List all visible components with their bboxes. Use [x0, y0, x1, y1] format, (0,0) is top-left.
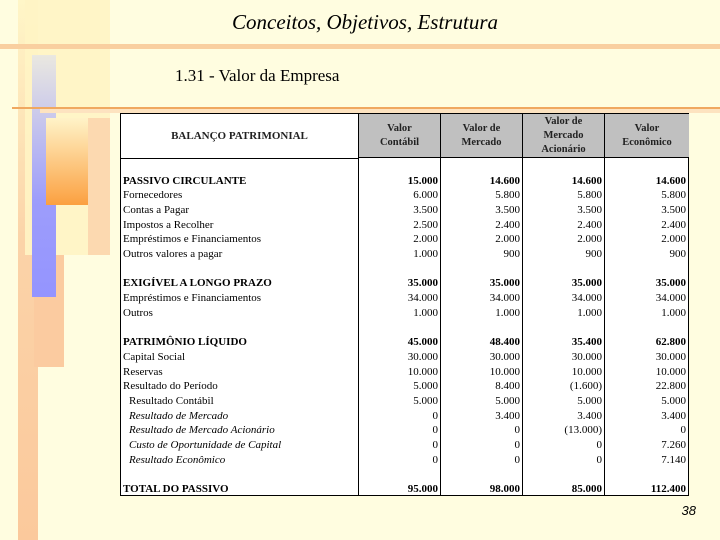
cell-value: 34.000	[571, 292, 602, 305]
row-label: TOTAL DO PASSIVO	[123, 483, 229, 496]
cell-value: 0	[596, 439, 602, 452]
cell-value: 35.400	[571, 336, 602, 349]
cell-value: 48.400	[489, 336, 520, 349]
table-row	[121, 365, 690, 380]
row-label: Fornecedores	[123, 189, 183, 202]
cell-value: 5.800	[495, 189, 520, 202]
row-label: Resultado de Mercado Acionário	[129, 424, 275, 437]
cell-value: 3.500	[495, 203, 520, 216]
row-label: Resultado de Mercado	[129, 409, 229, 422]
table-row	[121, 218, 690, 233]
cell-value: 3.400	[577, 409, 602, 422]
row-label: Outros valores a pagar	[123, 248, 223, 260]
cell-value: 5.000	[413, 380, 438, 393]
slide-title: Conceitos, Objetivos, Estrutura	[232, 10, 498, 34]
cell-value: 2.000	[577, 233, 602, 246]
cell-value: 900	[669, 248, 686, 260]
cell-value: 98.000	[489, 483, 520, 496]
cell-value: 3.400	[661, 409, 686, 422]
cell-value: 900	[585, 248, 602, 260]
cell-value: 1.000	[661, 306, 686, 319]
cell-value: (1.600)	[569, 380, 602, 393]
cell-value: 2.400	[577, 218, 602, 231]
cell-value: 2.400	[661, 218, 686, 231]
cell-value: 10.000	[489, 365, 520, 378]
header-valor-contabil: Valor Contábil	[359, 114, 440, 158]
table-row	[121, 453, 690, 468]
cell-value: 1.000	[495, 306, 520, 319]
page-number: 38	[681, 503, 696, 518]
cell-value: 2.000	[413, 233, 438, 246]
cell-value: 7.260	[661, 439, 686, 452]
row-label: Capital Social	[123, 350, 186, 363]
header-valor-economico: Valor Econômico	[605, 114, 689, 158]
decor-peach-block	[88, 118, 110, 255]
cell-value: 95.000	[407, 483, 438, 496]
cell-value: 14.600	[571, 174, 602, 187]
table-row	[121, 409, 690, 424]
cell-value: 34.000	[407, 292, 438, 305]
table-row	[121, 203, 690, 218]
cell-value: 35.000	[489, 277, 520, 290]
row-label: Contas a Pagar	[123, 203, 189, 216]
table-row	[121, 306, 690, 321]
table-row	[121, 394, 690, 409]
cell-value: 0	[432, 453, 438, 466]
table-row	[121, 379, 690, 394]
cell-value: 34.000	[489, 292, 520, 305]
cell-value: 14.600	[655, 174, 686, 187]
row-label: EXIGÍVEL A LONGO PRAZO	[123, 277, 272, 290]
cell-value: 30.000	[655, 350, 686, 363]
table-row	[121, 423, 690, 438]
cell-value: 5.000	[577, 395, 602, 407]
cell-value: 2.000	[661, 233, 686, 246]
balance-sheet-table	[120, 113, 689, 496]
row-label: Reservas	[123, 365, 163, 378]
cell-value: 900	[503, 248, 520, 260]
table-row	[121, 291, 690, 306]
cell-value: 2.000	[495, 233, 520, 246]
cell-value: 3.500	[577, 203, 602, 216]
row-label: PATRIMÔNIO LÍQUIDO	[123, 336, 247, 349]
cell-value: (13.000)	[564, 424, 602, 437]
cell-value: 10.000	[571, 365, 602, 378]
cell-value: 7.140	[661, 453, 686, 466]
decor-top-line	[0, 44, 720, 49]
row-label: Empréstimos e Financiamentos	[123, 292, 262, 305]
cell-value: 0	[596, 453, 602, 466]
cell-value: 0	[514, 439, 520, 452]
cell-value: 1.000	[577, 306, 602, 319]
table-row	[121, 482, 690, 497]
cell-value: 62.800	[655, 336, 686, 349]
cell-value: 2.500	[413, 218, 438, 231]
header-valor-mercado: Valor de Mercado	[441, 114, 522, 158]
table-row	[121, 232, 690, 247]
cell-value: 35.000	[655, 277, 686, 290]
cell-value: 30.000	[489, 350, 520, 363]
cell-value: 0	[432, 439, 438, 452]
cell-value: 5.800	[577, 189, 602, 202]
cell-value: 10.000	[655, 365, 686, 378]
cell-value: 85.000	[571, 483, 602, 496]
table-row	[121, 335, 690, 350]
cell-value: 5.000	[661, 395, 686, 407]
row-label: Resultado do Período	[123, 380, 218, 393]
cell-value: 15.000	[407, 174, 438, 187]
cell-value: 35.000	[407, 277, 438, 290]
cell-value: 1.000	[413, 306, 438, 319]
cell-value: 14.600	[489, 174, 520, 187]
cell-value: 3.500	[413, 203, 438, 216]
row-label: Custo de Oportunidade de Capital	[129, 439, 282, 452]
cell-value: 1.000	[413, 248, 438, 260]
table-row	[121, 174, 690, 189]
cell-value: 3.500	[661, 203, 686, 216]
cell-value: 8.400	[495, 380, 520, 393]
table-row	[121, 276, 690, 291]
cell-value: 112.400	[650, 483, 686, 496]
cell-value: 0	[432, 424, 438, 437]
row-label: PASSIVO CIRCULANTE	[123, 174, 247, 187]
table-row	[121, 188, 690, 203]
row-label: Outros	[123, 306, 153, 319]
cell-value: 5.000	[413, 395, 438, 407]
table-row	[121, 247, 690, 262]
header-valor-mercado-acionario: Valor de Mercado Acionário	[523, 114, 604, 158]
cell-value: 45.000	[407, 336, 438, 349]
cell-value: 0	[680, 424, 686, 437]
cell-value: 5.000	[495, 395, 520, 407]
cell-value: 22.800	[655, 380, 686, 393]
row-label: Resultado Econômico	[129, 453, 226, 466]
cell-value: 2.400	[495, 218, 520, 231]
cell-value: 0	[514, 424, 520, 437]
cell-value: 34.000	[655, 292, 686, 305]
cell-value: 35.000	[571, 277, 602, 290]
cell-value: 10.000	[407, 365, 438, 378]
cell-value: 30.000	[407, 350, 438, 363]
cell-value: 0	[432, 409, 438, 422]
table-row	[121, 350, 690, 365]
cell-value: 30.000	[571, 350, 602, 363]
row-label: Empréstimos e Financiamentos	[123, 233, 262, 246]
row-label: Resultado Contábil	[129, 395, 214, 407]
decor-orange-block	[46, 118, 88, 205]
cell-value: 0	[514, 453, 520, 466]
header-balanco: BALANÇO PATRIMONIAL	[121, 114, 358, 159]
cell-value: 5.800	[661, 189, 686, 202]
table-row	[121, 438, 690, 453]
cell-value: 3.400	[495, 409, 520, 422]
slide-subtitle: 1.31 - Valor da Empresa	[175, 66, 340, 85]
cell-value: 6.000	[413, 189, 438, 202]
row-label: Impostos a Recolher	[123, 218, 214, 231]
